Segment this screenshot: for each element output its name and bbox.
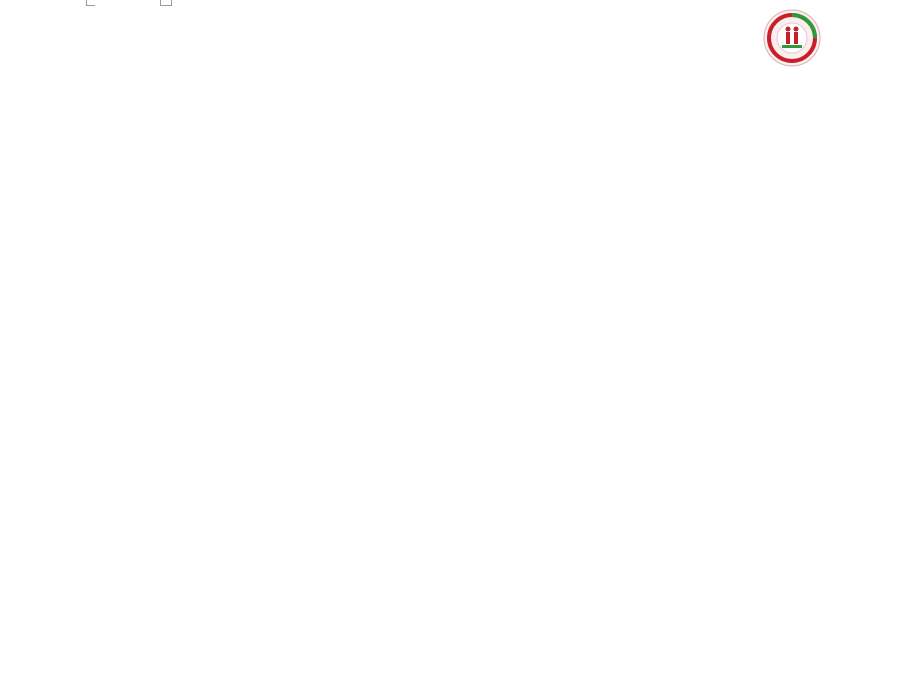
page-corner-mark-left <box>86 0 95 6</box>
university-emblem-icon <box>762 8 822 68</box>
page-corner-mark-right <box>160 0 172 6</box>
